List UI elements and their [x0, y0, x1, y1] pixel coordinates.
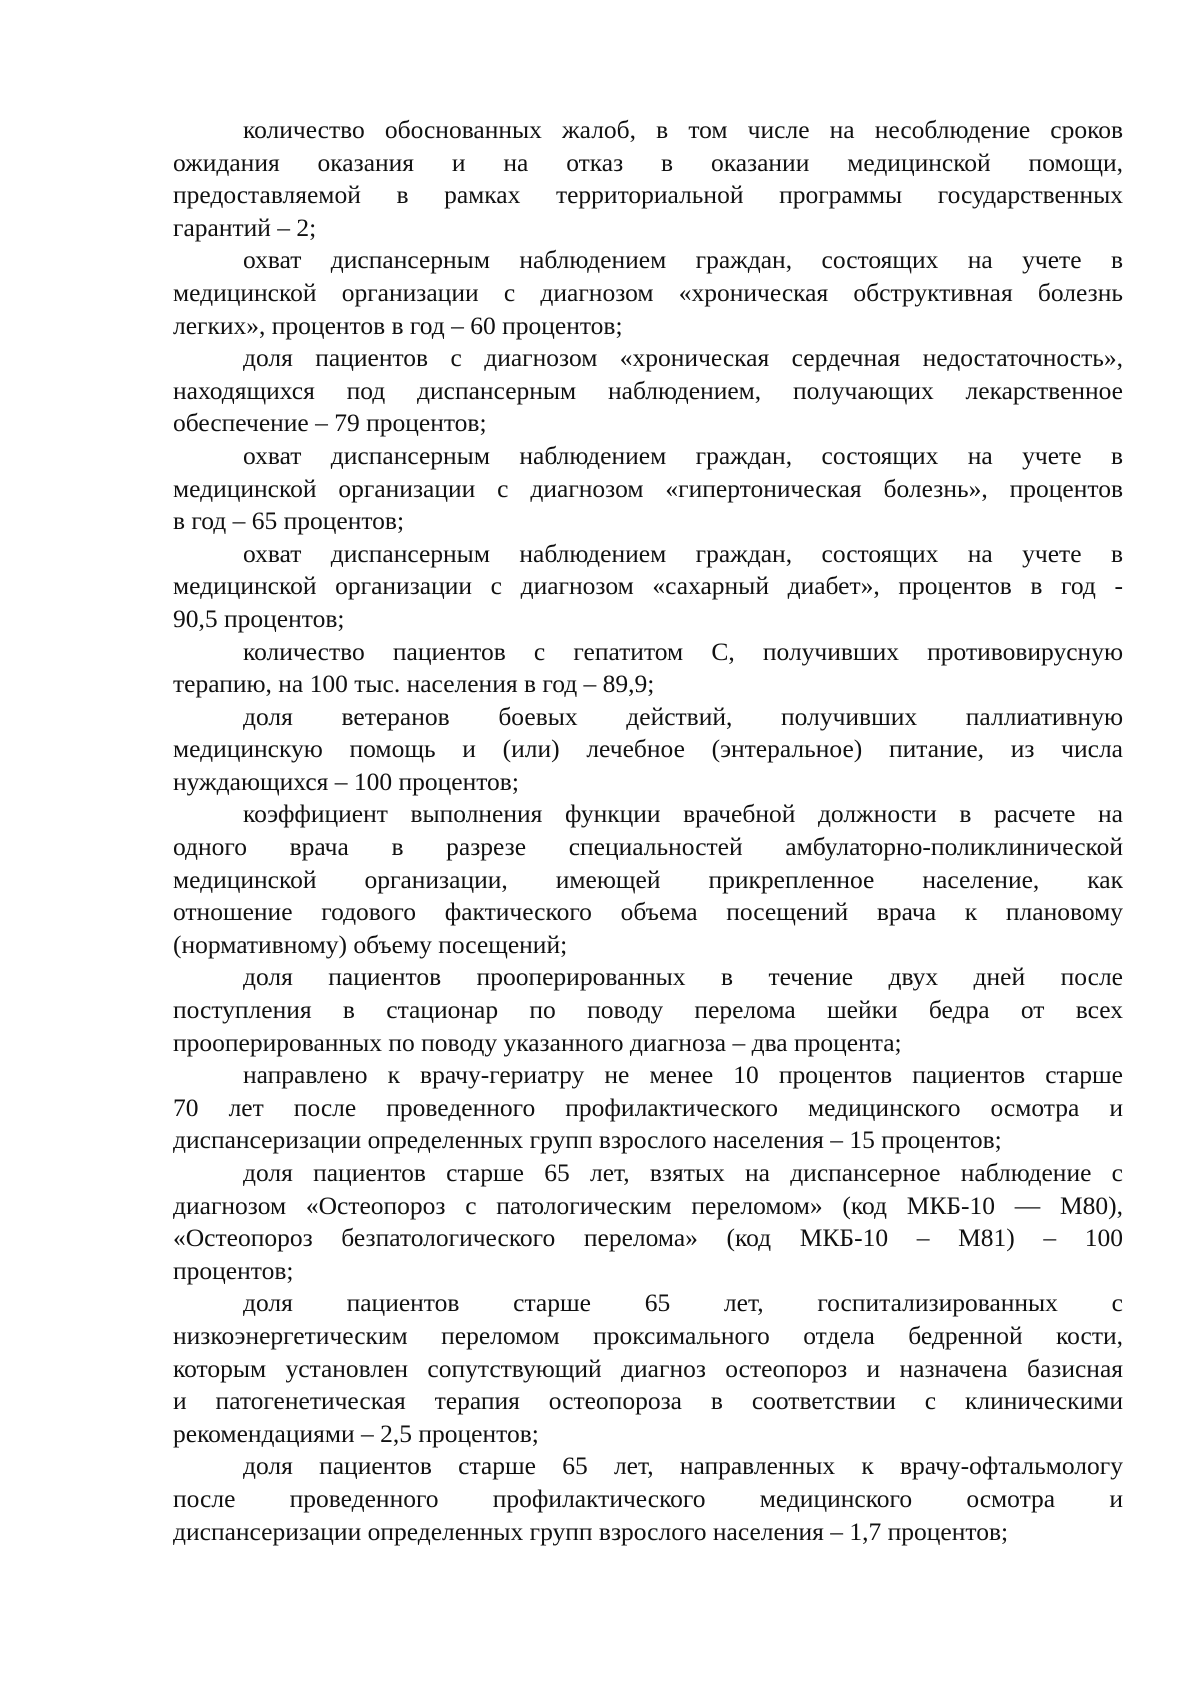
paragraph [173, 1450, 1123, 1548]
paragraph [173, 798, 1123, 961]
paragraph-line: терапию, на 100 тыс. населения в год – 89,9; [173, 669, 655, 699]
paragraph-line: диспансеризации определенных групп взрослого населения – 1,7 процентов; [173, 1516, 1009, 1546]
paragraph-line: низкоэнергетическим переломом проксимального отдела бедренной кости, [173, 1320, 1123, 1350]
paragraph-line: доля ветеранов боевых действий, получивших паллиативную [243, 701, 1123, 731]
paragraph [173, 1157, 1123, 1287]
paragraph-line: медицинскую помощь и (или) лечебное (энтеральное) питание, из числа [173, 734, 1123, 764]
paragraph-line: одного врача в разрезе специальностей амбулаторно-поликлинической [173, 832, 1123, 862]
paragraph-line: медицинской организации с диагнозом «сахарный диабет», процентов в год - [173, 571, 1123, 601]
paragraph-line: 70 лет после проведенного профилактического медицинского осмотра и [173, 1092, 1123, 1122]
paragraph [173, 636, 1123, 701]
paragraph-line: медицинской организации с диагнозом «гипертоническая болезнь», процентов [173, 473, 1123, 503]
paragraph-line: отношение годового фактического объема посещений врача к плановому [173, 897, 1123, 927]
paragraph-line: доля пациентов прооперированных в течение двух дней после [243, 962, 1123, 992]
paragraph-line: гарантий – 2; [173, 212, 317, 242]
paragraph-line: в год – 65 процентов; [173, 506, 405, 536]
paragraph-line: охват диспансерным наблюдением граждан, состоящих на учете в [243, 245, 1123, 275]
paragraph-line: доля пациентов старше 65 лет, госпитализированных с [243, 1288, 1123, 1318]
paragraph-line: находящихся под диспансерным наблюдением, получающих лекарственное [173, 375, 1123, 405]
paragraph [173, 342, 1123, 440]
paragraph-line: количество обоснованных жалоб, в том числе на несоблюдение сроков [243, 115, 1123, 144]
paragraph-line: доля пациентов старше 65 лет, взятых на диспансерное наблюдение с [243, 1158, 1123, 1187]
paragraph-line: направлено к врачу-гериатру не менее 10 процентов пациентов старше [243, 1060, 1123, 1090]
paragraph-line: обеспечение – 79 процентов; [173, 408, 487, 438]
paragraph-line: количество пациентов с гепатитом С, получивших противовирусную [243, 636, 1123, 666]
paragraph [173, 701, 1123, 799]
paragraph-line: доля пациентов с диагнозом «хроническая сердечная недостаточность», [243, 343, 1123, 373]
paragraph-line: ожидания оказания и на отказ в оказании медицинской помощи, [173, 147, 1123, 177]
document-body [173, 114, 1123, 1548]
paragraph-line: предоставляемой в рамках территориальной программы государственных [173, 180, 1123, 210]
paragraph-line: диагнозом «Остеопороз с патологическим переломом» (код МКБ-10 — М80), [173, 1190, 1123, 1220]
paragraph-line: рекомендациями – 2,5 процентов; [173, 1418, 539, 1448]
paragraph-line: прооперированных по поводу указанного диагноза – два процента; [173, 1027, 902, 1057]
paragraph-line: доля пациентов старше 65 лет, направленных к врачу-офтальмологу [243, 1451, 1123, 1481]
paragraph-line: легких», процентов в год – 60 процентов; [173, 310, 623, 340]
paragraph-line: нуждающихся – 100 процентов; [173, 766, 519, 796]
paragraph-line: медицинской организации с диагнозом «хроническая обструктивная болезнь [173, 277, 1123, 307]
paragraph-line: «Остеопороз безпатологического перелома» (код МКБ-10 – М81) – 100 [173, 1223, 1123, 1253]
paragraph [173, 114, 1123, 244]
paragraph [173, 1059, 1123, 1157]
paragraph-line: охват диспансерным наблюдением граждан, состоящих на учете в [243, 538, 1123, 568]
paragraph [173, 1287, 1123, 1450]
paragraph [173, 440, 1123, 538]
paragraph-line: (нормативному) объему посещений; [173, 929, 568, 959]
paragraph-line: процентов; [173, 1255, 294, 1285]
paragraph [173, 538, 1123, 636]
paragraph-line: диспансеризации определенных групп взрослого населения – 15 процентов; [173, 1125, 1002, 1155]
paragraph-line: медицинской организации, имеющей прикрепленное население, как [173, 864, 1123, 894]
paragraph [173, 961, 1123, 1059]
paragraph-line: после проведенного профилактического медицинского осмотра и [173, 1483, 1123, 1513]
paragraph-line: 90,5 процентов; [173, 603, 345, 633]
paragraph-line: коэффициент выполнения функции врачебной должности в расчете на [243, 799, 1123, 829]
paragraph-line: которым установлен сопутствующий диагноз остеопороз и назначена базисная [173, 1353, 1123, 1383]
paragraph [173, 244, 1123, 342]
paragraph-line: и патогенетическая терапия остеопороза в соответствии с клиническими [173, 1386, 1123, 1416]
paragraph-line: поступления в стационар по поводу перелома шейки бедра от всех [173, 995, 1123, 1025]
paragraph-line: охват диспансерным наблюдением граждан, состоящих на учете в [243, 440, 1123, 470]
